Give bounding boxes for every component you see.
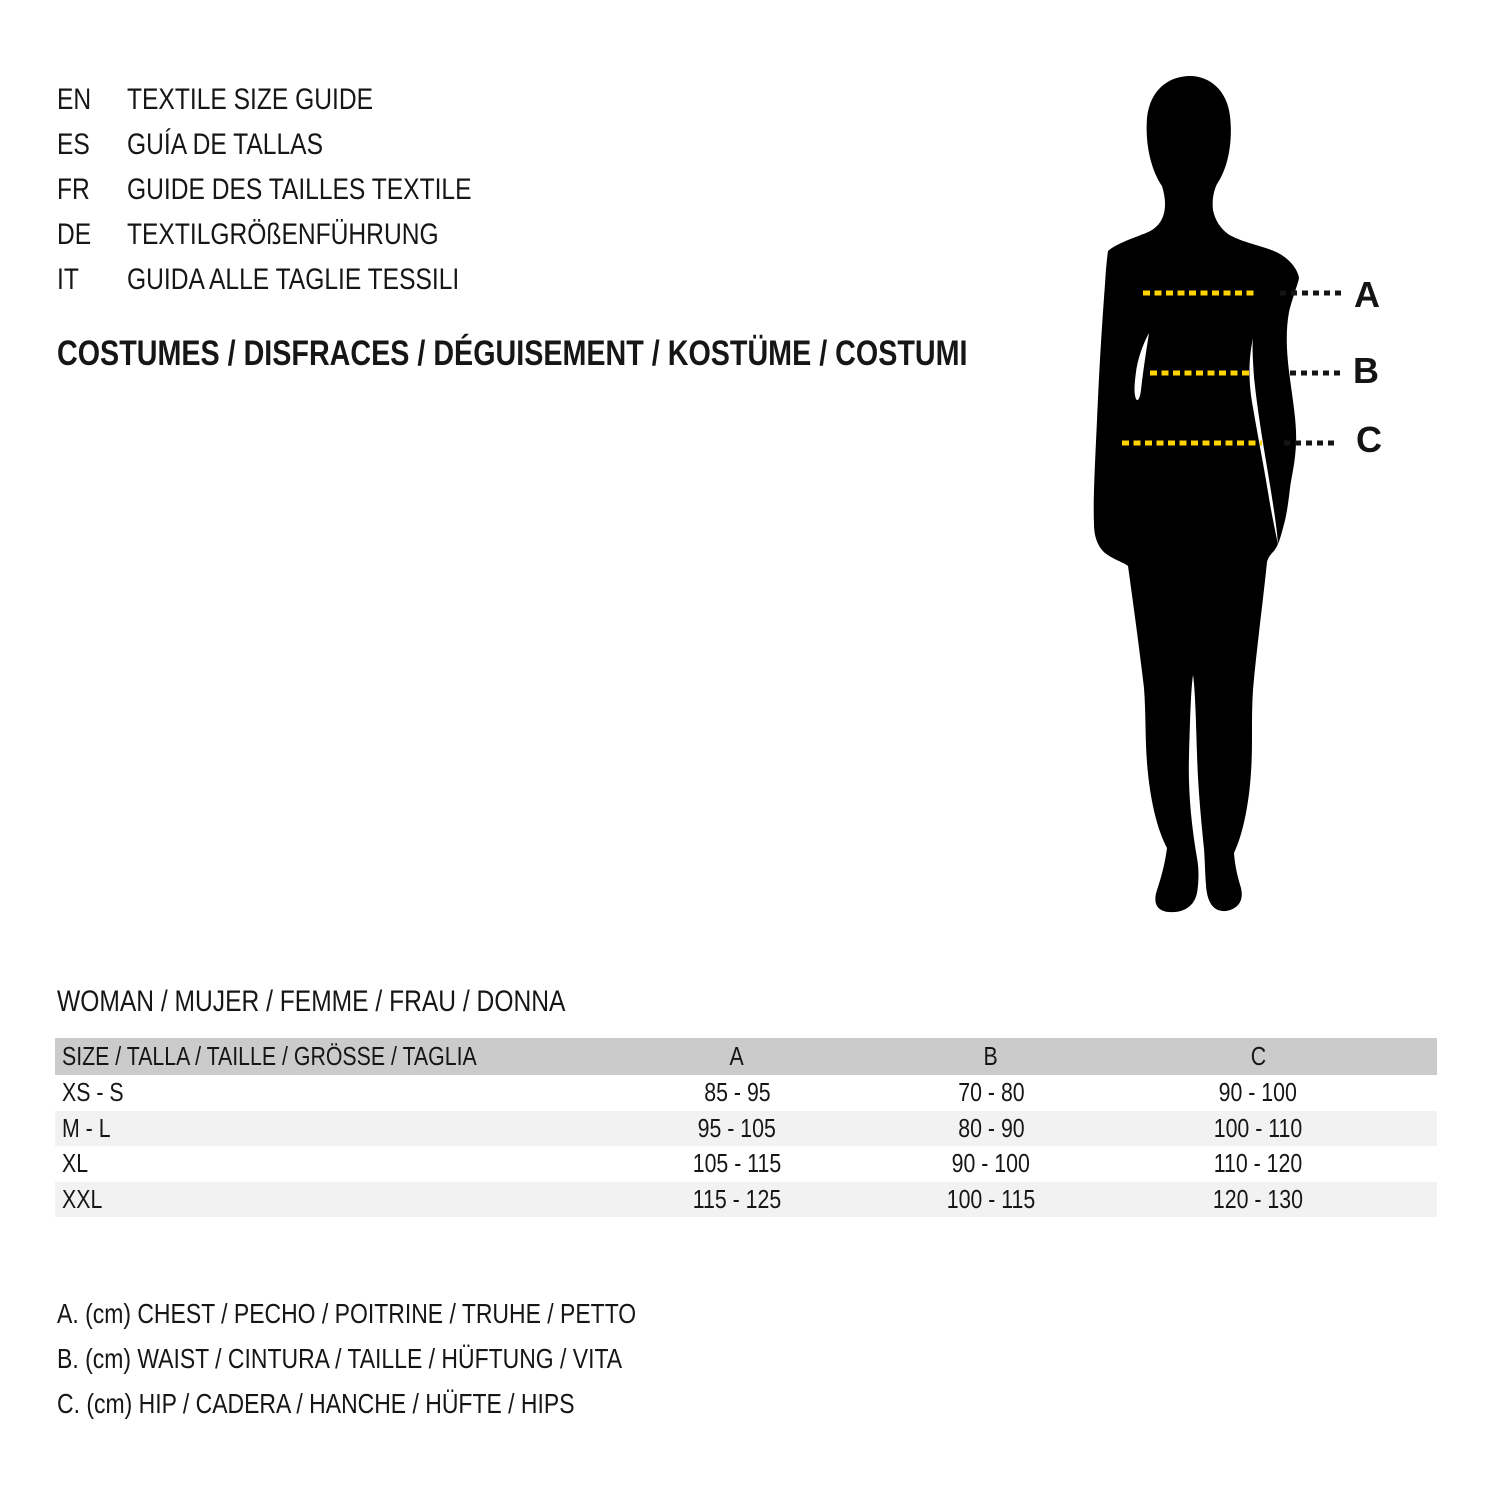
chest-range: 95 - 105 — [697, 1112, 777, 1143]
table-row-m-l — [55, 1111, 1437, 1147]
category-title: COSTUMES / DISFRACES / DÉGUISEMENT / KOSTÜME / COSTUMI — [57, 334, 968, 373]
marker-label-c: C — [1356, 419, 1382, 460]
table-row-xl — [55, 1146, 1437, 1182]
woman-silhouette — [1094, 76, 1299, 912]
language-label: GUIDA ALLE TAGLIE TESSILI — [127, 262, 460, 296]
language-row-es — [57, 122, 547, 167]
chest-range: 115 - 125 — [692, 1183, 782, 1214]
language-row-it — [57, 257, 547, 302]
marker-label-a: A — [1354, 274, 1380, 315]
language-list — [57, 77, 547, 302]
size-label: XL — [62, 1148, 89, 1179]
hip-range: 120 - 130 — [1212, 1183, 1304, 1214]
table-row-xxl — [55, 1182, 1437, 1218]
hip-range: 110 - 120 — [1213, 1148, 1303, 1179]
language-row-en — [57, 77, 547, 122]
column-b-header: B — [983, 1041, 999, 1071]
figure-svg — [1050, 72, 1390, 932]
size-label: XS - S — [62, 1077, 124, 1108]
language-code: FR — [57, 172, 90, 206]
waist-range: 90 - 100 — [951, 1148, 1031, 1179]
table-row-xs-s — [55, 1075, 1437, 1111]
column-a-header: A — [729, 1041, 745, 1071]
language-label: TEXTILE SIZE GUIDE — [127, 82, 374, 116]
language-code: IT — [57, 262, 79, 296]
hip-range: 100 - 110 — [1213, 1112, 1303, 1143]
size-table-header-row — [55, 1038, 1437, 1075]
measurement-figure — [1050, 72, 1390, 932]
waist-range: 100 - 115 — [946, 1183, 1036, 1214]
legend-waist: B. (cm) WAIST / CINTURA / TAILLE / HÜFTUNG / VITA — [57, 1342, 623, 1374]
size-label: M - L — [62, 1112, 111, 1143]
language-code: DE — [57, 217, 92, 251]
language-code: EN — [57, 82, 92, 116]
hip-range: 90 - 100 — [1218, 1077, 1298, 1108]
section-title-woman: WOMAN / MUJER / FEMME / FRAU / DONNA — [57, 985, 566, 1018]
language-label: TEXTILGRÖßENFÜHRUNG — [127, 217, 439, 251]
waist-range: 70 - 80 — [957, 1077, 1025, 1108]
size-column-header: SIZE / TALLA / TAILLE / GRÖSSE / TAGLIA — [62, 1041, 477, 1071]
language-row-fr — [57, 167, 547, 212]
language-label: GUIDE DES TAILLES TEXTILE — [127, 172, 472, 206]
chest-range: 105 - 115 — [692, 1148, 782, 1179]
chest-range: 85 - 95 — [703, 1077, 771, 1108]
column-c-header: C — [1250, 1041, 1266, 1071]
legend-chest: A. (cm) CHEST / PECHO / POITRINE / TRUHE / PETTO — [57, 1297, 637, 1329]
waist-range: 80 - 90 — [957, 1112, 1025, 1143]
language-label: GUÍA DE TALLAS — [127, 127, 323, 161]
legend-hip: C. (cm) HIP / CADERA / HANCHE / HÜFTE / HIPS — [57, 1387, 575, 1419]
size-table — [55, 1038, 1437, 1217]
language-row-de — [57, 212, 547, 257]
measurement-legend — [57, 1291, 763, 1426]
marker-label-b: B — [1353, 350, 1379, 391]
language-code: ES — [57, 127, 90, 161]
size-label: XXL — [62, 1183, 103, 1214]
